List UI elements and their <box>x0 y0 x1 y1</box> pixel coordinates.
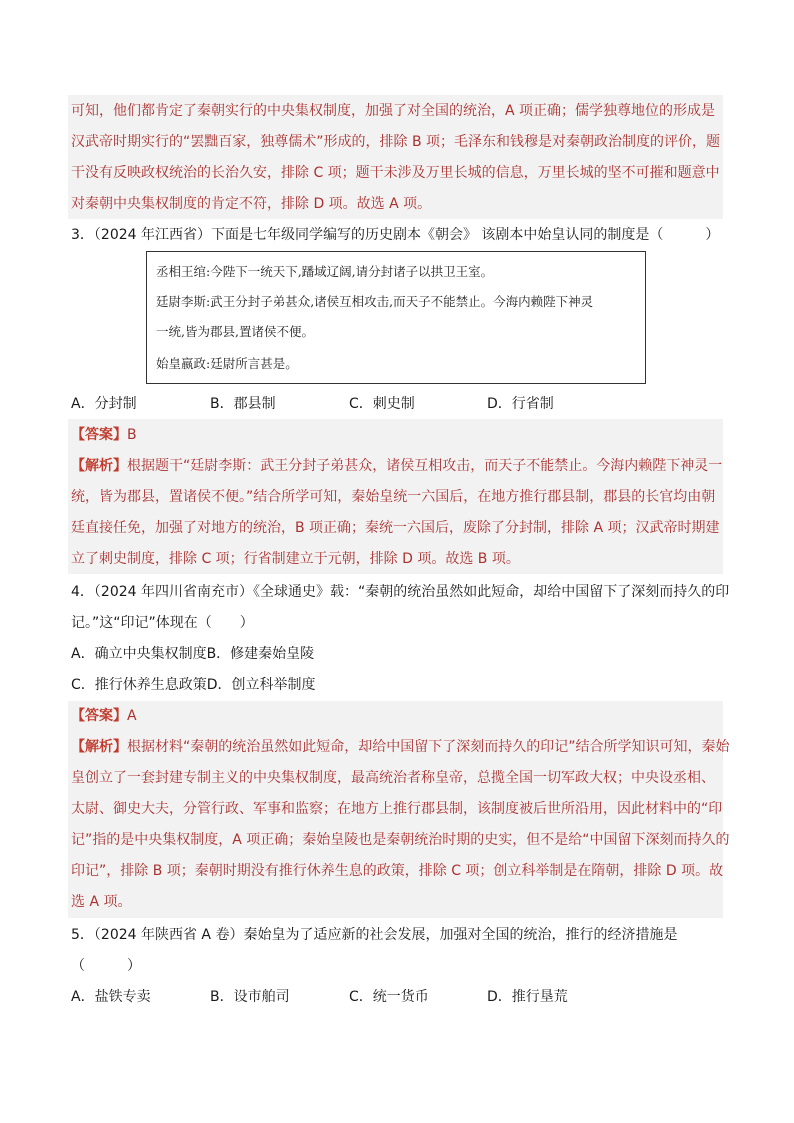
q4-stem-line: 4．（2024 年四川省南充市）《全球通史》载：“秦朝的统治虽然如此短命，却给中国留下了深刻而持久的印 <box>71 584 730 600</box>
q3-answer <box>71 425 137 445</box>
q5-option-b: B．设市舶司 <box>210 989 290 1005</box>
q4-analysis-first-line <box>71 737 730 757</box>
q5-option-a: A．盐铁专卖 <box>71 989 151 1005</box>
q5-option-d: D．推行垦荒 <box>487 989 568 1005</box>
q4-analysis-line: 记”指的是中央集权制度，A 项正确；秦始皇陵也是秦朝统治时期的史实，但不是给“中国留下深刻而持久的 <box>71 832 730 848</box>
answer-value: B <box>127 427 137 443</box>
q2-analysis-line: 汉武帝时期实行的“罢黜百家，独尊儒术”形成的，排除 B 项；毛泽东和钱穆是对秦朝政治制度的评价，题 <box>71 134 721 150</box>
answer-label: 【答案】 <box>71 708 127 724</box>
q5-option-c: C．统一货币 <box>349 989 429 1005</box>
q4-options-row-1: A．确立中央集权制度B．修建秦始皇陵 <box>71 646 315 662</box>
q3-quote-line: 一统,皆为郡县,置诸侯不便。 <box>156 324 314 339</box>
q3-quote-line: 廷尉李斯:武王分封子弟甚众,诸侯互相攻击,而天子不能禁止。今海内赖陛下神灵 <box>156 294 594 309</box>
q5-stem-line: （ ） <box>71 958 141 974</box>
q4-options-row-2: C．推行休养生息政策D．创立科举制度 <box>71 677 316 693</box>
answer-value: A <box>127 708 137 724</box>
q4-stem-line: 记。”这“印记”体现在（ ） <box>71 615 254 631</box>
q3-analysis-line: 统，皆为郡县，置诸侯不便。”结合所学可知，秦始皇统一六国后，在地方推行郡县制，郡县的长官均由朝 <box>71 489 716 505</box>
q3-option-b: B．郡县制 <box>210 396 276 412</box>
q3-option-a: A．分封制 <box>71 396 137 412</box>
q3-analysis-line: 廷直接任免，加强了对地方的统治，B 项正确；秦统一六国后，废除了分封制，排除 A 项；汉武帝时期建 <box>71 520 720 536</box>
q5-stem-line: 5．（2024 年陕西省 A 卷）秦始皇为了适应新的社会发展，加强对全国的统治，推行的经济措施是 <box>71 927 678 943</box>
q3-quote-line: 丞相王绾:今陛下一统天下,蹯域辽阔,请分封诸子以拱卫王室。 <box>156 264 494 279</box>
analysis-label: 【解析】 <box>71 458 127 474</box>
q3-quote-line: 始皇嬴政:廷尉所言甚是。 <box>156 356 298 371</box>
q2-analysis-line: 可知，他们都肯定了秦朝实行的中央集权制度，加强了对全国的统治，A 项正确；儒学独尊地位的形成是 <box>71 103 716 119</box>
q3-analysis-line: 立了刺史制度，排除 C 项；行省制建立于元朝，排除 D 项。故选 B 项。 <box>71 551 520 567</box>
q3-analysis-first-line <box>71 456 722 476</box>
answer-label: 【答案】 <box>71 427 127 443</box>
q4-analysis-line: 皇创立了一套封建专制主义的中央集权制度，最高统治者称皇帝，总揽全国一切军政大权；中央设丞相、 <box>71 770 715 786</box>
q4-analysis-line: 印记”，排除 B 项；秦朝时期没有推行休养生息的政策，排除 C 项；创立科举制是在隋朝，排除 D 项。故 <box>71 863 724 879</box>
q3-option-d: D．行省制 <box>487 396 554 412</box>
q2-analysis-line: 干没有反映政权统治的长治久安，排除 C 项；题干未涉及万里长城的信息，万里长城的坚不可摧和题意中 <box>71 165 720 181</box>
q4-analysis-line: 太尉、御史大夫，分管行政、军事和监察；在地方上推行郡县制，该制度被后世所沿用，因此材料中的“印 <box>71 801 723 817</box>
q3-stem: 3．（2024 年江西省）下面是七年级同学编写的历史剧本《朝会》 该剧本中始皇认同的制度是（ ） <box>71 227 720 243</box>
q2-analysis-line: 对秦朝中央集权制度的肯定不符，排除 D 项。故选 A 项。 <box>71 196 432 212</box>
q4-analysis-line: 选 A 项。 <box>71 894 132 910</box>
analysis-text: 根据材料“秦朝的统治虽然如此短命，却给中国留下了深刻而持久的印记”结合所学知识可知，秦始 <box>127 739 730 755</box>
analysis-label: 【解析】 <box>71 739 127 755</box>
q3-option-c: C．刺史制 <box>349 396 415 412</box>
analysis-text: 根据题干“廷尉李斯：武王分封子弟甚众，诸侯互相攻击，而天子不能禁止。今海内赖陛下神灵一 <box>127 458 723 474</box>
q4-answer <box>71 706 137 726</box>
